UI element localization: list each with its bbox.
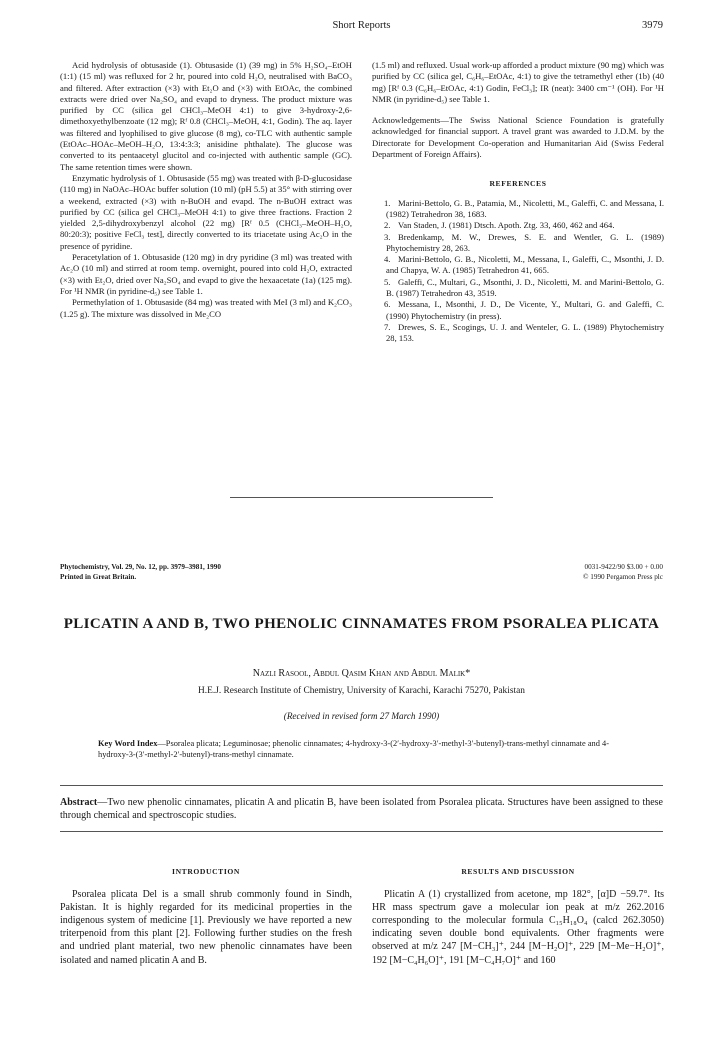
copyright-info [583, 563, 663, 582]
reference-text: Marini-Bettolo, G. B., Patamia, M., Nicoletti, M., Galeffi, C. and Messana, I. (1982) Tetrahedron 38, 1683. [386, 197, 664, 219]
journal-citation: Phytochemistry, Vol. 29, No. 12, pp. 3979–3981, 1990 [60, 563, 221, 571]
reference-number: 2. [384, 220, 391, 231]
keyword-text: —Psoralea plicata; Leguminosae; phenolic cinnamates; 4-hydroxy-3-(2′-hydroxy-3′-methyl-3′-butenyl)-trans-methyl cinnamate and 4-hydroxy-3-(3′-methyl-2′-butenyl)-trans-methyl cinnamate. [98, 739, 609, 760]
keyword-index [98, 738, 625, 761]
reference-number: 6. [384, 299, 391, 310]
reference-number: 7. [384, 321, 391, 332]
abstract-label: Abstract [60, 797, 98, 808]
issn-code: 0031-9422/90 $3.00 + 0.00 [584, 563, 663, 571]
page-number: 3979 [642, 20, 663, 31]
running-head-title: Short Reports [332, 20, 391, 31]
copyright-line: © 1990 Pergamon Press plc [583, 572, 663, 581]
reference-text: Van Staden, J. (1981) Dtsch. Apoth. Ztg. 33, 460, 462 and 464. [398, 220, 615, 231]
acid-hydrolysis-paragraph: Acid hydrolysis of obtusaside (1). Obtusaside (1) (39 mg) in 5% H₂SO₄–EtOH (1:1) (15 ml) was refluxed for 2 hr, poured into cold H₂O, neutralised with BaCO₃ and filtered. After extraction (×3) with Et₂O and (×3) with EtOAc, the combined extracts were dried over Na₂SO₄ and evapd to dryness. The product mixture was purified by CC (silica gel CHCl₃–MeOH 4:1) to give 3-hydroxy-2,6-dimethoxyethylbenzoate (12 mg); Rᶠ 0.8 (CHCl₃–MeOH, 4:1, Godin). The aq. layer was filtered and lyophilised to give glucose (8 mg), co-TLC with authentic sample (EtOAc–HOAc–MeOH–H₂O, 13:4:3:3; anisidine phthalate). The glucose was converted to its pentaacetyl glucitol and co-injected with authentic sample (GC). The same retention times were shown. [60, 60, 352, 172]
previous-article-left-column [60, 60, 352, 320]
references-heading: REFERENCES [489, 179, 547, 189]
acknowledgements-paragraph: Acknowledgements—The Swiss National Science Foundation is gratefully acknowledged for financial support. A travel grant was awarded to J.D.M. by the Directorate for Development Co-operation and Humanitarian Aid (Swiss Federal Department of Foreign Affairs). [372, 115, 664, 160]
reference-number: 3. [384, 231, 391, 242]
reference-number: 1. [384, 197, 391, 208]
abstract-text: —Two new phenolic cinnamates, plicatin A and plicatin B, have been isolated from Psoralea plicata. Structures have been assigned to these through chemical and spectroscopic studies. [60, 797, 663, 822]
article-separator-rule [230, 497, 493, 498]
reference-text: Bredenkamp, M. W., Drewes, S. E. and Wentler, G. L. (1989) Phytochemistry 28, 263. [386, 231, 664, 253]
results-text: Plicatin A (1) crystallized from acetone, mp 182°, [α]D −59.7°. Its HR mass spectrum gave a molecular ion peak at m/z 262.2016 corresponding to the molecular formula C₁₅H₁₈O₄ (calcd 262.3050) indicating seven double bond equivalents. Other fragments were observed at m/z 247 [M−CH₃]⁺, 244 [M−H₂O]⁺, 229 [M−Me−H₂O]⁺, 192 [M−C₄H₆O]⁺, 191 [M−C₄H₇O]⁺ and 160 [372, 889, 664, 966]
results-column [372, 865, 664, 967]
permethylation-continued-paragraph: (1.5 ml) and refluxed. Usual work-up afforded a product mixture (90 mg) which was purified by CC (silica gel, C₆H₆–EtOAc, 4:1) to give the tetramethyl ether (1b) (40 mg) [Rᶠ 0.3 (C₆H₆–EtOAc, 4:1) Godin, FeCl₃]; IR (neat): 3400 cm⁻¹ (OH). For ¹H NMR (in pyridine-d₅) see Table 1. [372, 60, 664, 104]
introduction-heading: INTRODUCTION [172, 867, 240, 876]
article-title: PLICATIN A AND B, TWO PHENOLIC CINNAMATES FROM PSORALEA PLICATA [63, 616, 660, 632]
publication-info [60, 563, 221, 582]
reference-item [372, 220, 664, 231]
reference-item [372, 198, 664, 221]
reference-item [372, 322, 664, 345]
running-head [60, 20, 663, 36]
reference-text: Marini-Bettolo, G. B., Nicoletti, M., Messana, I., Galeffi, C., Msonthi, J. D. and Chapya, W. A. (1985) Tetrahedron 41, 665. [386, 254, 664, 276]
reference-text: Galeffi, C., Multari, G., Msonthi, J. D., Nicoletti, M. and Marini-Bettolo, G. B. (1987) Tetrahedron 43, 3519. [386, 276, 664, 299]
reference-text: Messana, I., Msonthi, J. D., De Vicente, Y., Multari, G. and Galeffi, C. (1990) Phytochemistry (in press). [386, 299, 664, 321]
permethylation-paragraph: Permethylation of 1. Obtusaside (84 mg) was treated with MeI (3 ml) and K₂CO₃ (1.25 g). The mixture was dissolved in Me₂CO [60, 297, 352, 319]
peracetylation-paragraph: Peracetylation of 1. Obtusaside (120 mg) in dry pyridine (3 ml) was treated with Ac₂O (10 ml) and stirred at room temp. overnight, poured into cold H₂O, extracted (×3) with Et₂O, dried over Na₂SO₄ and evapd to give the hexaacetate (1a) (125 mg). For ¹H NMR (in pyridine-d₅) see Table 1. [60, 252, 352, 296]
reference-item [372, 232, 664, 255]
article-authors: Nazli Rasool, Abdul Qasim Khan and Abdul Malik* [252, 668, 471, 679]
received-date: (Received in revised form 27 March 1990) [283, 711, 440, 721]
abstract [60, 796, 663, 823]
introduction-text: Psoralea plicata Del is a small shrub commonly found in Sindh, Pakistan. It is highly regarded for its medicinal properties in the indigenous system of medicine [1]. Previously we have reported a new triterpenoid from this plant [2]. Following further studies on the fresh and undried plant material, two new phenolic cinnamates have been isolated and named plicatin A and B. [60, 889, 352, 966]
previous-article-right-column [372, 60, 664, 345]
introduction-column [60, 865, 352, 967]
references-list [372, 198, 664, 345]
abstract-top-rule [60, 785, 663, 786]
printed-in: Printed in Great Britain. [60, 572, 137, 581]
abstract-bottom-rule [60, 831, 663, 832]
reference-number: 5. [384, 276, 391, 287]
reference-text: Drewes, S. E., Scogings, U. J. and Wenteler, G. L. (1989) Phytochemistry 28, 153. [386, 321, 664, 344]
reference-item [372, 299, 664, 322]
reference-item [372, 277, 664, 300]
results-heading: RESULTS AND DISCUSSION [461, 867, 575, 876]
reference-item [372, 254, 664, 277]
keyword-label: Key Word Index [98, 739, 158, 748]
reference-number: 4. [384, 254, 391, 265]
enzymatic-hydrolysis-paragraph: Enzymatic hydrolysis of 1. Obtusaside (55 mg) was treated with β-D-glucosidase (110 mg) in NaOAc–HOAc buffer solution (10 ml) (pH 5.5) at 35° with stirring over a weekend, extracted (×3) with n-BuOH and evapd. The n-BuOH extract was purified by CC (silica gel CHCl₃–MeOH 4:1) to give three fractions. Fraction 2 yielded 2,5-dihydroxybenzyl alcohol (22 mg) [Rᶠ 0.5 (CHCl₃–MeOH–H₂O, 80:20:3); positive FeCl₃ test], directly converted to its triacetate using Ac₂O in the presence of pyridine. [60, 172, 352, 251]
author-affiliation: H.E.J. Research Institute of Chemistry, University of Karachi, Karachi 75270, Pakistan [198, 686, 525, 696]
